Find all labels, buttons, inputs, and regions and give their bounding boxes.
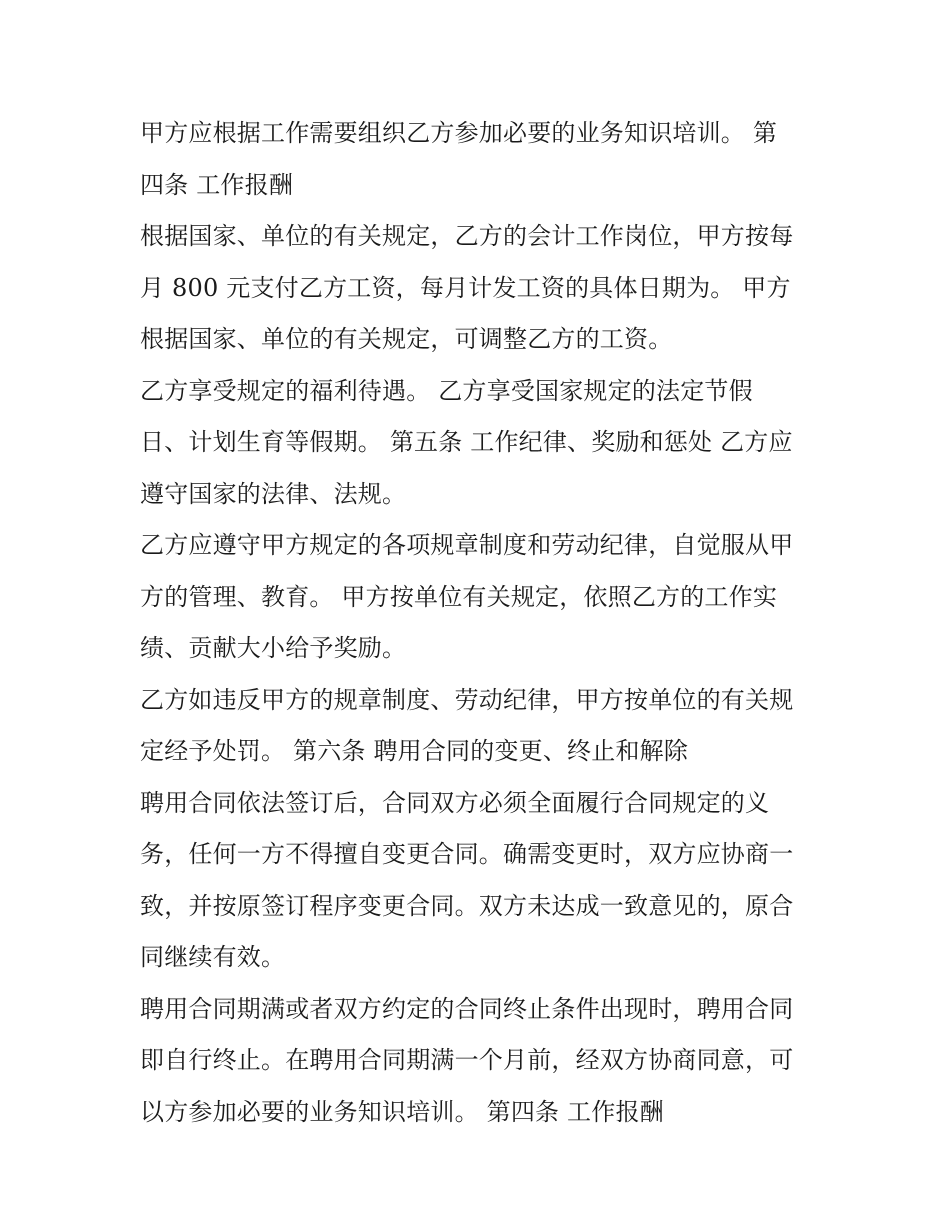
text-line: 乙方应遵守甲方规定的各项规章制度和劳动纪律，自觉服从甲 <box>140 531 794 559</box>
text-line: 根据国家、单位的有关规定，乙方的会计工作岗位，甲方按每 <box>140 222 794 250</box>
text-line: 月 800 元支付乙方工资，每月计发工资的具体日期为。 甲方 <box>140 273 791 302</box>
text-line: 以方参加必要的业务知识培训。 第四条 工作报酬 <box>140 1097 664 1126</box>
text-line: 乙方享受规定的福利待遇。 乙方享受国家规定的法定节假 <box>140 376 753 405</box>
text-line: 根据国家、单位的有关规定，可调整乙方的工资。 <box>140 325 673 353</box>
text-line: 定经予处罚。 第六条 聘用合同的变更、终止和解除 <box>140 737 689 765</box>
text-line: 聘用合同期满或者双方约定的合同终止条件出现时，聘用合同 <box>140 994 794 1023</box>
text-line: 甲方应根据工作需要组织乙方参加必要的业务知识培训。 第 <box>140 119 778 147</box>
text-line: 遵守国家的法律、法规。 <box>140 479 407 508</box>
text-line: 日、计划生育等假期。 第五条 工作纪律、奖励和惩处 乙方应 <box>140 428 793 456</box>
text-line: 四条 工作报酬 <box>140 170 294 199</box>
text-line: 绩、贡献大小给予奖励。 <box>140 634 407 662</box>
text-line: 即自行终止。在聘用合同期满一个月前，经双方协商同意，可 <box>140 1046 794 1074</box>
text-line: 致，并按原签订程序变更合同。双方未达成一致意见的，原合 <box>140 891 794 920</box>
text-line: 乙方如违反甲方的规章制度、劳动纪律，甲方按单位的有关规 <box>140 685 794 714</box>
text-line: 方的管理、教育。 甲方按单位有关规定，依照乙方的工作实 <box>140 582 778 611</box>
text-line: 同继续有效。 <box>140 943 286 971</box>
text-line: 务，任何一方不得擅自变更合同。确需变更时，双方应协商一 <box>140 840 794 868</box>
text-line: 聘用合同依法签订后，合同双方必须全面履行合同规定的义 <box>140 788 770 817</box>
document-body <box>140 108 820 1138</box>
